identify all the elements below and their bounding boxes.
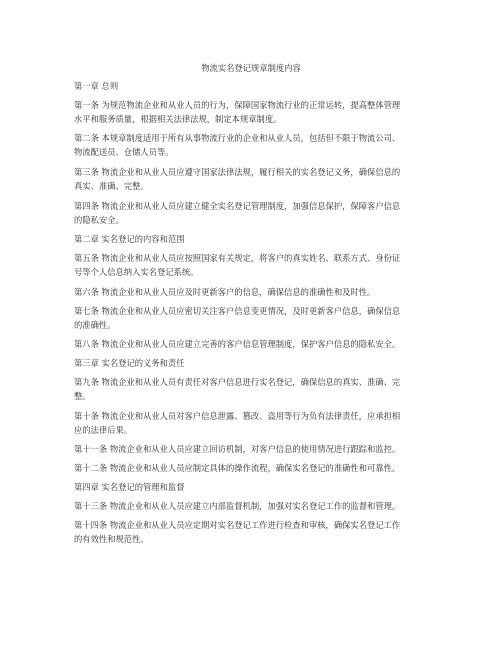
paragraph-line: 第三章 实名登记的义务和责任 [74,358,185,368]
paragraph-chapter-3 [74,357,434,371]
paragraph-line: 第八条 物流企业和从业人员应建立完善的客户信息管理制度，保护客户信息的隐私安全。 [74,339,401,349]
paragraph-line: 第十四条 物流企业和从业人员应定期对实名登记工作进行检查和审核，确保实名登记工作 [74,520,401,530]
paragraph-article-4 [74,200,434,227]
paragraph-line: 第七条 物流企业和从业人员应密切关注客户信息变更情况，及时更新客户信息，确保信息 [74,306,401,316]
paragraph-line: 的有效性和规范性。 [74,533,149,544]
paragraph-line: 第一条 为规范物流企业和从业人员的行为，保障国家物流行业的正常运转，提高整体管理 [74,100,401,110]
paragraph-article-11 [74,443,434,457]
paragraph-line: 第三条 物流企业和从业人员应遵守国家法律法规，履行相关的实名登记义务，确保信息的 [74,167,401,177]
paragraph-article-10 [74,410,434,437]
paragraph-line: 号等个人信息纳入实名登记系统。 [74,266,199,277]
paragraph-line: 物流配送员、仓储人员等。 [74,146,174,157]
paragraph-line: 真实、准确、完整。 [74,180,149,191]
paragraph-article-9 [74,376,434,403]
paragraph-article-1 [74,99,434,126]
paragraph-article-5 [74,252,434,279]
paragraph-line: 第十一条 物流企业和从业人员应建立回访机制，对客户信息的使用情况进行跟踪和监控。 [74,444,401,454]
paragraph-article-3 [74,166,434,193]
paragraph-line: 第四条 物流企业和从业人员应建立健全实名登记管理制度，加强信息保护，保障客户信息 [74,201,401,211]
paragraph-line: 第一章 总则 [74,81,119,91]
paragraph-article-8 [74,338,434,352]
paragraph-line: 第四章 实名登记的管理和监督 [74,482,185,492]
paragraph-line: 第十条 物流企业和从业人员对客户信息泄露、篡改、盗用等行为负有法律责任，应承担相 [74,411,401,421]
paragraph-chapter-4 [74,481,434,495]
paragraph-article-13 [74,500,434,514]
paragraph-article-14 [74,519,434,546]
paragraph-line: 的隐私安全。 [74,214,124,225]
paragraph-article-2 [74,132,434,159]
paragraph-line: 第十二条 物流企业和从业人员应制定具体的操作流程，确保实名登记的准确性和可靠性。 [74,463,401,473]
paragraph-line: 第五条 物流企业和从业人员应按照国家有关规定，将客户的真实姓名、联系方式、身份证 [74,253,401,263]
paragraph-article-12 [74,462,434,476]
paragraph-line: 水平和服务质量，根据相关法律法规，制定本规章制度。 [74,113,282,124]
paragraph-article-7 [74,305,434,332]
paragraph-line: 第十三条 物流企业和从业人员应建立内部监督机制，加强对实名登记工作的监督和管理。 [74,501,401,511]
paragraph-line: 的准确性。 [74,319,116,330]
paragraph-line: 第六条 物流企业和从业人员应及时更新客户的信息，确保信息的准确性和及时性。 [74,287,376,297]
paragraph-line: 第九条 物流企业和从业人员有责任对客户信息进行实名登记，确保信息的真实、准确、完 [74,377,401,387]
paragraph-chapter-2 [74,233,434,247]
paragraph-line: 第二章 实名登记的内容和范围 [74,234,185,244]
paragraph-article-6 [74,286,434,300]
paragraph-chapter-1 [74,80,434,94]
paragraph-line: 应的法律后果。 [74,424,133,435]
paragraph-line: 整。 [74,390,91,401]
paragraph-line: 第二条 本规章制度适用于所有从事物流行业的企业和从业人员，包括但不限于物流公司、 [74,133,401,143]
document-title: 物流实名登记规章制度内容 [201,63,301,73]
